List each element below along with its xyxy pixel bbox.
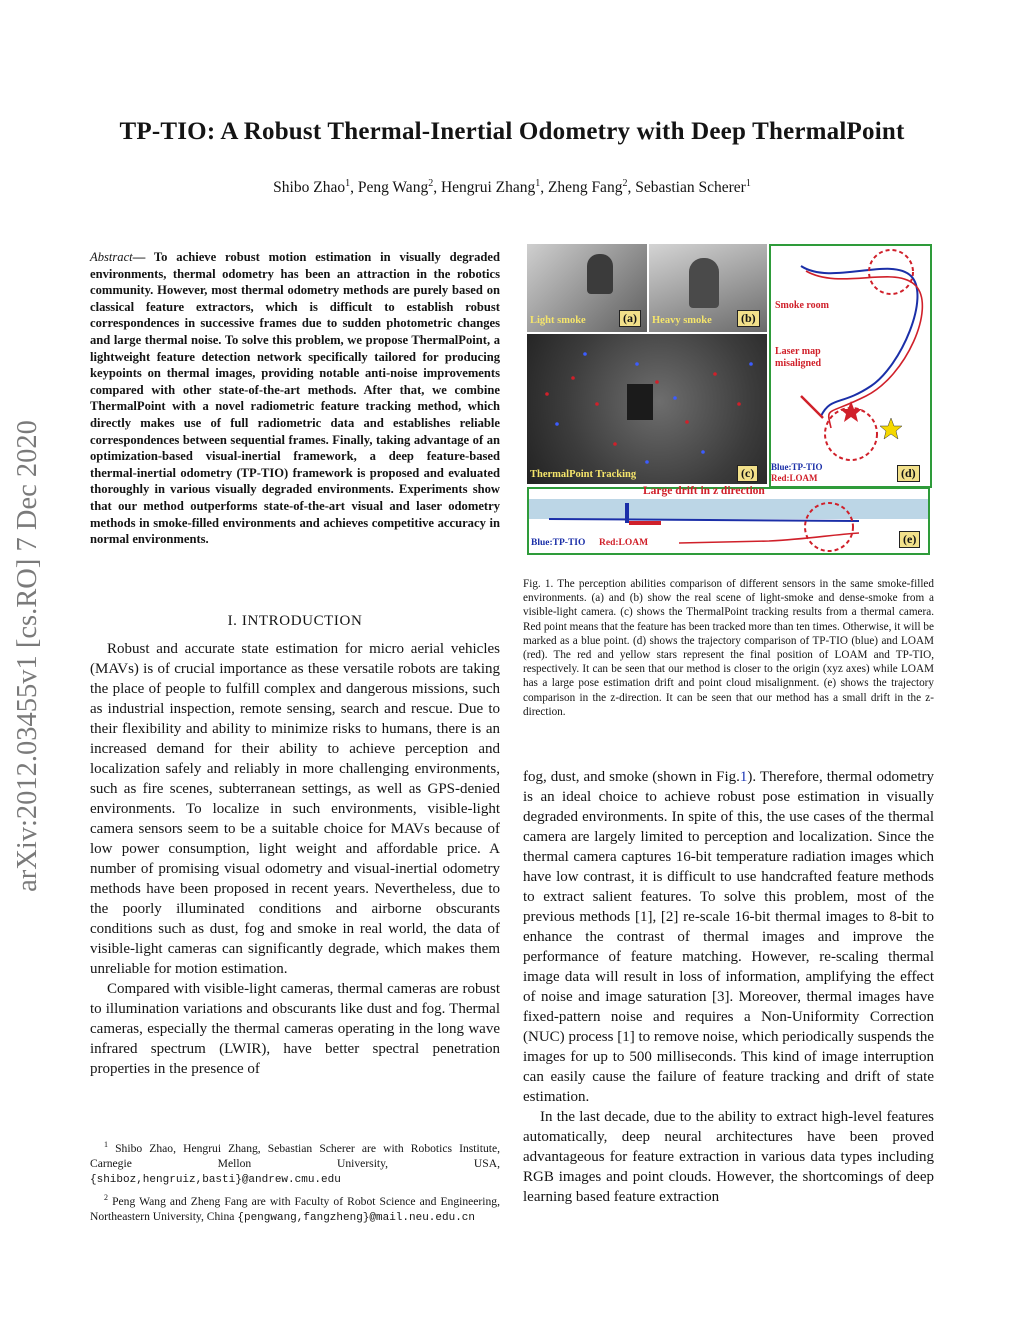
- author-name: Shibo Zhao: [273, 179, 346, 197]
- arxiv-stamp: arXiv:2012.03455v1 [cs.RO] 7 Dec 2020: [12, 420, 43, 892]
- intro-paragraph: Robust and accurate state estimation for micro aerial vehicles (MAVs) is of crucial importance as these versatile robots are taking the place of people to fulfill complex and dangerous missions, such as industrial inspection, remote sensing, search and rescue. Due to their flexibility and ability to minimize risks to humans, there is an increased demand for their ability to achieve perception and localization safely and reliably in more challenging environments, such as fire scenes, subterranean settings, as well as GPS-denied environments. To localize in such environments, visible-light camera sensors seem to be a suitable choice for MAVs because of low power consumption, light weight and affordable price. A number of promising visual odometry and visual-inertial odometry methods have been proposed in recent years. Nevertheless, due to the poorly illuminated conditions and airborne obscurants conditions such as dust, fog and smoke in real world, the data of visible-light cameras can significantly degrade, which makes them unreliable for motion estimation.: [90, 641, 500, 977]
- legend-red: Red:LOAM: [771, 473, 818, 483]
- paragraph-text: fog, dust, and smoke (shown in Fig.: [523, 769, 740, 785]
- new-point: [701, 450, 705, 454]
- trajectory-tp-tio: [801, 266, 917, 416]
- tag-e: (e): [899, 531, 920, 548]
- new-point: [635, 362, 639, 366]
- new-point: [555, 422, 559, 426]
- legend-blue: Blue:TP-TIO: [531, 538, 586, 548]
- abstract-text: — To achieve robust motion estimation in visually degraded environments, thermal odometry has been an attraction in the robotics community. However, most thermal odometry methods are purely based on classical feature extractors, which is difficult to establish robust correspondences in successive frames due to sudden photometric changes and large thermal noise. To solve this problem, we propose ThermalPoint, a lightweight feature detection network specifically tailored for producing keypoints on thermal images, providing notable anti-noise improvements compared with other state-of-the-art methods. After that, we combine ThermalPoint with a novel radiometric feature tracking method, which directly makes use of full radiometric data and establishes reliable correspondences between sequential frames. Finally, taking advantage of an optimization-based visual-inertial framework, a deep feature-based thermal-inertial odometry (TP-TIO) framework is proposed and evaluated thoroughly in various visually degraded environments. Experiments show that our method outperforms state-of-the-art visual and laser odometry methods in smoke-filled environments and achieves competitive accuracy in normal environments.: [90, 250, 500, 547]
- legend-red: Red:LOAM: [599, 538, 649, 548]
- figure-1: [527, 244, 930, 553]
- footnote-text: Peng Wang and Zheng Fang are with Faculty of Robot Science and Engineering, Northeastern University, China: [90, 1194, 501, 1223]
- figure-reference-link[interactable]: 1: [739, 769, 748, 785]
- label-thermalpoint-tracking: ThermalPoint Tracking: [530, 469, 637, 480]
- footnote: [90, 1190, 500, 1226]
- abstract-lead: Abstract: [90, 250, 133, 264]
- author-list: Shibo Zhao$^1$, Peng Wang$^2$, Hengrui Zhang$^1$, Zheng Fang$^2$, Sebastian Scherer$^1$: [273, 178, 751, 197]
- tracked-point: [545, 392, 549, 396]
- author-affiliation: 1: [535, 178, 541, 189]
- footnote-email: {shiboz,hengruiz,basti}@andrew.cmu.edu: [90, 1173, 341, 1186]
- tracked-point: [713, 372, 717, 376]
- new-point: [749, 362, 753, 366]
- label-heavy-smoke: Heavy smoke: [652, 315, 712, 326]
- tag-d: (d): [897, 465, 920, 482]
- arrow-icon: [801, 396, 823, 418]
- tracked-point: [571, 376, 575, 380]
- panel-e-z-drift: [527, 487, 930, 555]
- author-name: Zheng Fang: [547, 179, 623, 197]
- panel-c-thermal-tracking: [527, 334, 767, 484]
- footnote-number: 2: [104, 1192, 108, 1202]
- label-large-drift: Large drift in z direction: [643, 485, 765, 497]
- footnote-email: {pengwang,fangzheng}@mail.neu.edu.cn: [237, 1211, 476, 1224]
- legend-blue: Blue:TP-TIO: [771, 462, 823, 472]
- footnotes: [90, 1137, 500, 1228]
- z-trajectory-tp-tio: [549, 519, 859, 521]
- doorway: [627, 384, 653, 420]
- new-point: [673, 396, 677, 400]
- author-affiliation: 2: [622, 178, 628, 189]
- tag-b: (b): [737, 310, 760, 327]
- star-tp-tio-icon: [880, 418, 902, 439]
- intro-paragraph: Compared with visible-light cameras, thermal cameras are robust to illumination variations and obscurants like dust and fog. Thermal cameras, especially the thermal cameras operating in the long wave infrared spectrum (LWIR), have better spectral penetration properties in the presence of: [90, 981, 500, 1077]
- intro-column-left: [90, 639, 500, 1079]
- label-smoke-room: Smoke room: [775, 300, 829, 311]
- star-loam-icon: [840, 401, 862, 422]
- section-heading: I. INTRODUCTION: [227, 613, 363, 629]
- intro-column-right: [523, 767, 934, 1207]
- new-point: [645, 460, 649, 464]
- paper-title: TP-TIO: A Robust Thermal-Inertial Odometry with Deep ThermalPoint: [119, 118, 905, 145]
- label-light-smoke: Light smoke: [530, 315, 586, 326]
- z-trajectory-loam: [679, 533, 859, 543]
- author-name: Sebastian Scherer: [635, 179, 746, 197]
- footnote: [90, 1137, 500, 1188]
- tracked-point: [737, 402, 741, 406]
- tracked-point: [613, 442, 617, 446]
- figure-caption: Fig. 1. The perception abilities comparison of different sensors in the same smoke-filled environments. (a) and (b) show the real scene of light-smoke and dense-smoke from a visible-light camera. (c) shows the ThermalPoint tracking results from a thermal camera. Red point means that the feature has been tracked more than ten times. Otherwise, it will be marked as a blue point. (d) shows the trajectory comparison of TP-TIO (blue) and LOAM (red). The red and yellow stars represent the final position of LOAM and TP-TIO, respectively. It can be seen that our method is closer to the origin (xyz axes) while LOAM has a large pose estimation drift and point cloud misalignment. (e) shows the trajectory comparison in the z-direction. It can be seen that our method has a small drift in the z-direction.: [523, 578, 934, 718]
- tracked-point: [655, 380, 659, 384]
- author-affiliation: 1: [745, 178, 751, 189]
- label-laser-misaligned: Laser map misaligned: [775, 346, 822, 369]
- footnote-text: Shibo Zhao, Hengrui Zhang, Sebastian Scherer are with Robotics Institute, Carnegie Mellon University, USA,: [90, 1141, 501, 1170]
- tracking-points: [527, 334, 767, 484]
- author-affiliation: 1: [345, 178, 351, 189]
- point-cloud-strip: [529, 499, 928, 519]
- tracked-point: [685, 420, 689, 424]
- tag-a: (a): [619, 310, 641, 327]
- person-silhouette: [689, 258, 719, 308]
- new-point: [583, 352, 587, 356]
- footnote-number: 1: [104, 1140, 108, 1149]
- person-silhouette: [587, 254, 613, 294]
- author-name: Peng Wang: [357, 179, 429, 197]
- tracked-point: [595, 402, 599, 406]
- intro-paragraph: [523, 767, 934, 1107]
- abstract: [90, 249, 500, 548]
- paragraph-text: ). Therefore, thermal odometry is an ideal choice to achieve robust pose estimation in visually degraded environments. In spite of this, the use cases of the thermal camera are largely limited to perception and localization. Since the thermal camera captures 16-bit temperature radiation images which have low contrast, it is difficult to use handcrafted feature methods to extract salient features. To solve this problem, most of the previous methods [1], [2] re-scale 16-bit thermal images to 8-bit to enhance the contrast of thermal images and improve the performance of feature matching. However, re-scaling thermal image data will result in loss of information, amplifying the effect of noise and image saturation [3]. Moreover, thermal images have fixed-pattern noise and requires a Non-Uniformity Correction (NUC) process [1] to remove noise, which periodically suspends the images for up to 500 milliseconds. This kind of image interruption can easily cause the failure of feature tracking and drift of state estimation.: [523, 769, 934, 1105]
- author-affiliation: 2: [428, 178, 434, 189]
- author-name: Hengrui Zhang: [440, 179, 536, 197]
- intro-paragraph: In the last decade, due to the ability to extract high-level features automatically, deep neural architectures have been proved advantageous for feature extraction in various data types including RGB images and point clouds. However, the shortcomings of deep learning based feature extraction: [523, 1109, 934, 1205]
- z-drift-plot: [529, 489, 928, 553]
- tag-c: (c): [737, 465, 758, 482]
